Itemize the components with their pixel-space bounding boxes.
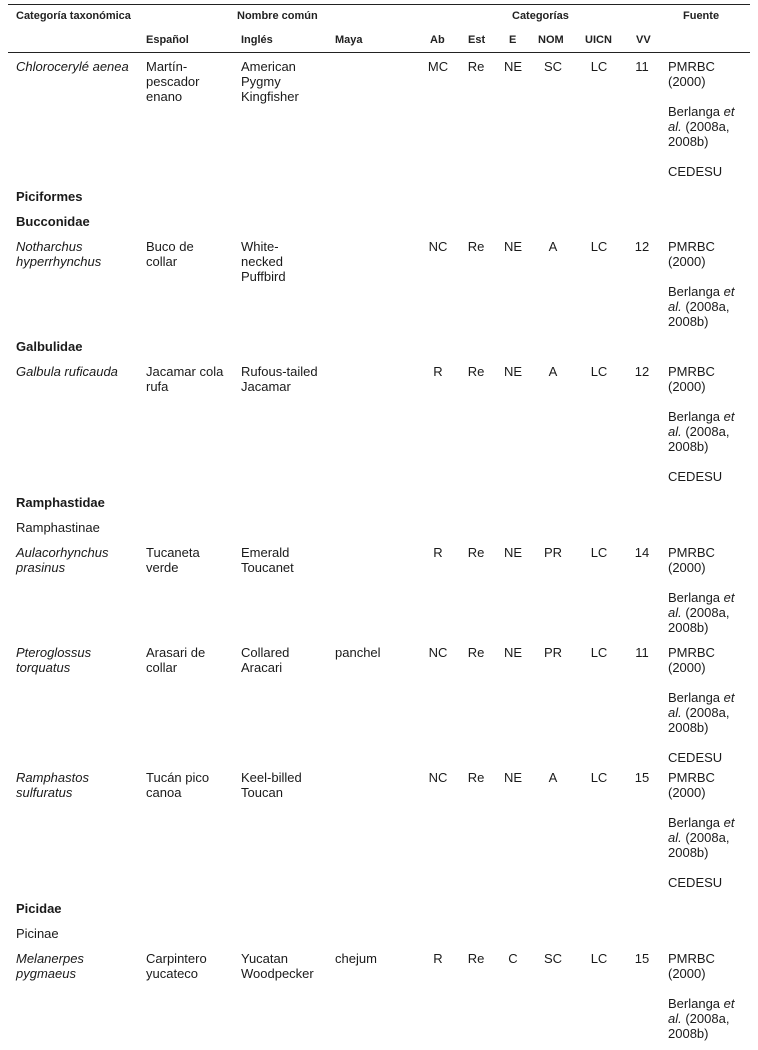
english-name: Keel-billed Toucan [241,770,302,800]
abundance-value: NC [428,239,448,254]
endemism-value: NE [503,364,523,379]
header-est: Est [468,34,486,46]
header-ingles: Inglés [241,34,273,46]
status-value: Re [467,645,485,660]
species-name: Chlorocerylé aenea [16,59,129,74]
abundance-value: R [433,364,443,379]
uicn-value: LC [590,545,608,560]
vv-value: 15 [634,951,650,966]
uicn-value: LC [590,364,608,379]
abundance-value: R [433,951,443,966]
source-reference: Berlanga et al. (2008a, 2008b) [668,815,735,860]
subgroup-heading: Picinae [16,926,59,941]
abundance-value: R [433,545,443,560]
source-reference: Berlanga et al. (2008a, 2008b) [668,409,735,454]
species-name: Melanerpes pygmaeus [16,951,84,981]
source-reference: Berlanga et al. (2008a, 2008b) [668,996,735,1041]
source-reference: CEDESU [668,875,723,890]
top-rule [8,4,750,5]
status-value: Re [467,59,485,74]
header-rule [8,52,750,53]
nom-value: A [548,770,558,785]
status-value: Re [467,364,485,379]
status-value: Re [467,951,485,966]
source-reference: CEDESU [668,750,723,765]
endemism-value: NE [503,545,523,560]
status-value: Re [467,770,485,785]
subgroup-heading: Ramphastinae [16,520,100,535]
source-reference: Berlanga et al. (2008a, 2008b) [668,284,735,329]
species-name: Ramphastos sulfuratus [16,770,89,800]
vv-value: 14 [634,545,650,560]
spanish-name: Arasari de collar [146,645,206,675]
endemism-value: NE [503,59,523,74]
endemism-value: NE [503,239,523,254]
spanish-name: Martín- pescador enano [146,59,200,104]
source-reference: PMRBC (2000) [668,545,715,575]
source-reference: Berlanga et al. (2008a, 2008b) [668,590,735,635]
english-name: Yucatan Woodpecker [241,951,314,981]
header-e: E [509,34,517,46]
group-heading: Galbulidae [16,339,83,354]
source-reference: Berlanga et al. (2008a, 2008b) [668,690,735,735]
spanish-name: Buco de collar [146,239,194,269]
maya-name: panchel [335,645,381,660]
header-maya: Maya [335,34,363,46]
endemism-value: NE [503,770,523,785]
uicn-value: LC [590,951,608,966]
header-ab: Ab [430,34,445,46]
source-reference: PMRBC (2000) [668,239,715,269]
endemism-value: NE [503,645,523,660]
status-value: Re [467,545,485,560]
vv-value: 12 [634,364,650,379]
spanish-name: Carpintero yucateco [146,951,207,981]
header-nom: NOM [538,34,564,46]
spanish-name: Tucaneta verde [146,545,200,575]
uicn-value: LC [590,239,608,254]
endemism-value: C [508,951,518,966]
nom-value: SC [543,951,563,966]
spanish-name: Jacamar cola rufa [146,364,224,394]
source-reference: CEDESU [668,469,723,484]
source-reference: PMRBC (2000) [668,59,715,89]
abundance-value: NC [428,770,448,785]
nom-value: SC [543,59,563,74]
uicn-value: LC [590,645,608,660]
vv-value: 11 [635,59,649,74]
maya-name: chejum [335,951,377,966]
species-name: Galbula ruficauda [16,364,118,379]
vv-value: 12 [634,239,650,254]
english-name: American Pygmy Kingfisher [241,59,299,104]
vv-value: 15 [634,770,650,785]
abundance-value: MC [427,59,449,74]
nom-value: PR [543,645,563,660]
header-espanol: Español [146,34,189,46]
group-heading: Bucconidae [16,214,90,229]
nom-value: A [548,239,558,254]
english-name: Rufous-tailed Jacamar [241,364,318,394]
english-name: Collared Aracari [241,645,290,675]
english-name: White- necked Puffbird [241,239,286,284]
group-heading: Piciformes [16,189,83,204]
species-name: Pteroglossus torquatus [16,645,92,675]
english-name: Emerald Toucanet [241,545,294,575]
nom-value: A [548,364,558,379]
nom-value: PR [543,545,563,560]
spanish-name: Tucán pico canoa [146,770,210,800]
vv-value: 11 [635,645,649,660]
header-taxon: Categoría taxonómica [16,10,131,22]
source-reference: PMRBC (2000) [668,951,715,981]
source-reference: CEDESU [668,164,723,179]
group-heading: Picidae [16,901,62,916]
uicn-value: LC [590,59,608,74]
header-source: Fuente [683,10,720,22]
header-common-name: Nombre común [237,10,318,22]
status-value: Re [467,239,485,254]
source-reference: PMRBC (2000) [668,770,715,800]
source-reference: Berlanga et al. (2008a, 2008b) [668,104,735,149]
header-uicn: UICN [585,34,612,46]
header-categories: Categorías [512,10,569,22]
group-heading: Ramphastidae [16,495,105,510]
species-name: Notharchus hyperrhynchus [16,239,102,269]
species-name: Aulacorhynchus prasinus [16,545,109,575]
source-reference: PMRBC (2000) [668,645,715,675]
source-reference: PMRBC (2000) [668,364,715,394]
header-vv: VV [636,34,651,46]
uicn-value: LC [590,770,608,785]
abundance-value: NC [428,645,448,660]
